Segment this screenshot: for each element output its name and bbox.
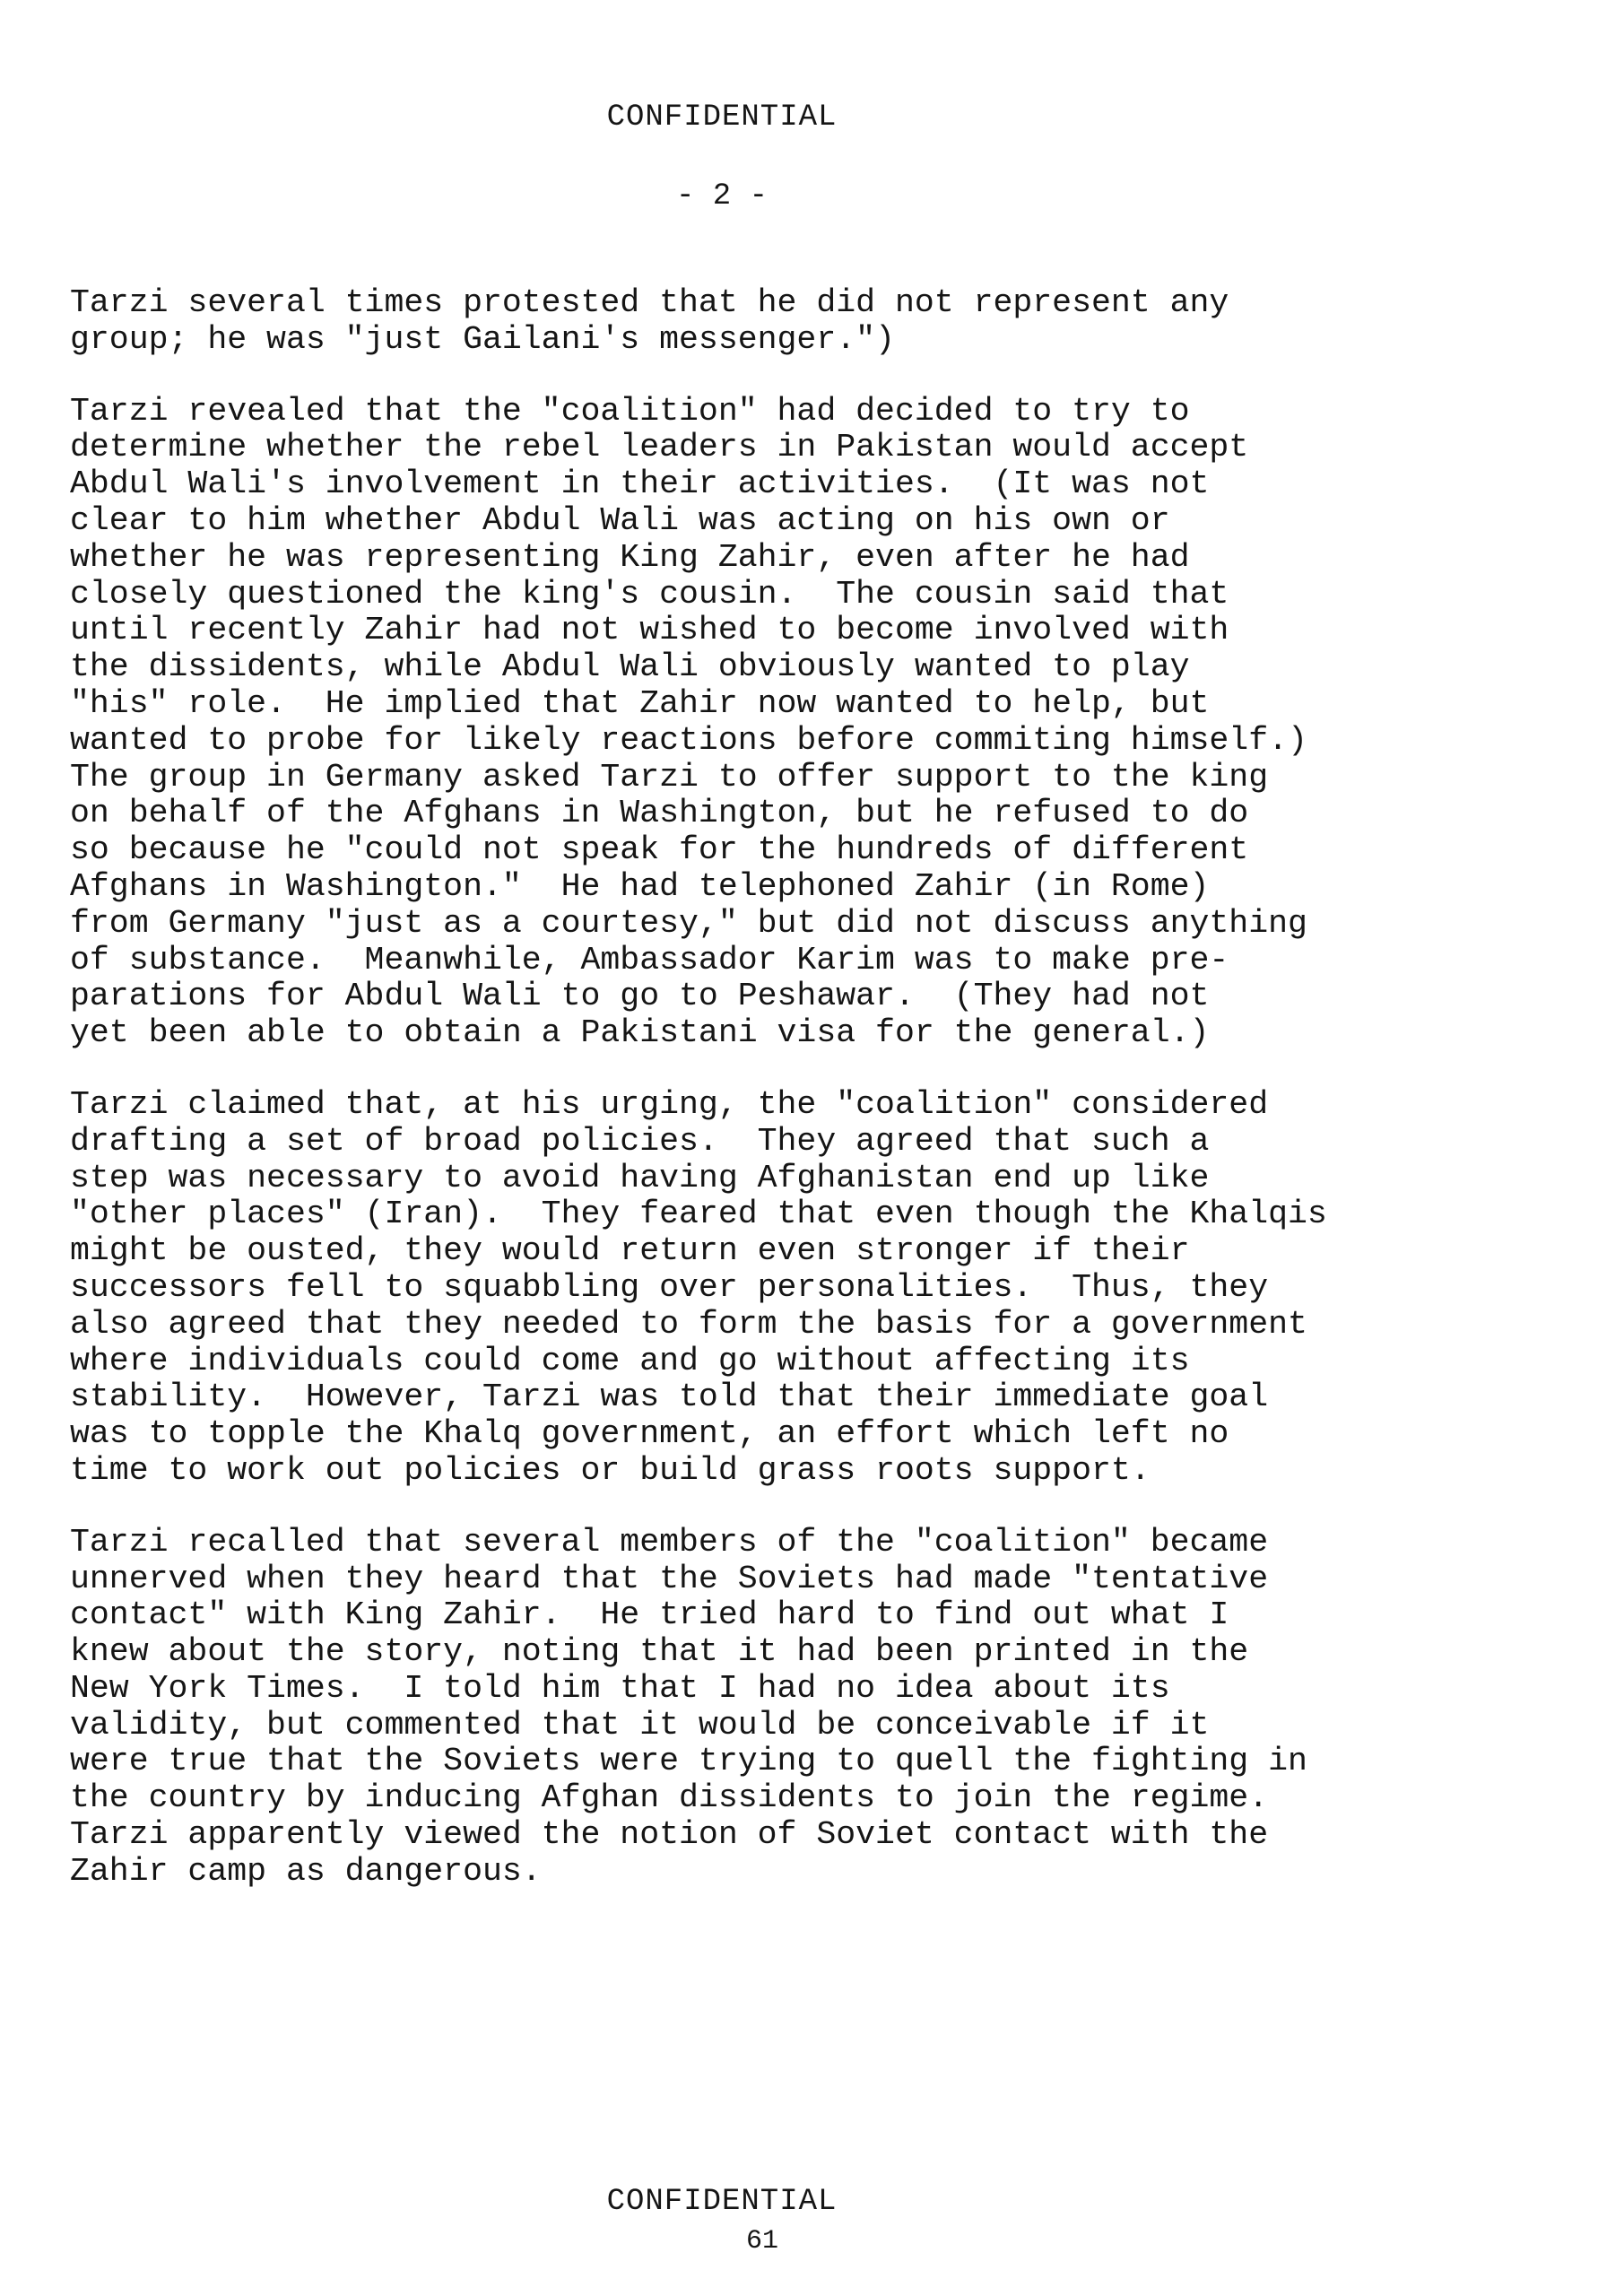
text-line: Abdul Wali's involvement in their activities. (It was not [70, 465, 1210, 503]
text-line: on behalf of the Afghans in Washington, but he refused to do [70, 795, 1249, 832]
text-line: was to topple the Khalq government, an effort which left no [70, 1415, 1229, 1453]
document-body [70, 285, 1541, 1926]
text-line: "other places" (Iran). They feared that even though the Khalqis [70, 1196, 1327, 1233]
text-line: New York Times. I told him that I had no idea about its [70, 1669, 1170, 1707]
text-line: validity, but commented that it would be conceivable if it [70, 1706, 1210, 1744]
text-line: Tarzi claimed that, at his urging, the "coalition" considered [70, 1085, 1269, 1123]
text-line: whether he was representing King Zahir, even after he had [70, 538, 1190, 576]
text-line: clear to him whether Abdul Wali was acting on his own or [70, 501, 1170, 539]
text-line: the dissidents, while Abdul Wali obviously wanted to play [70, 648, 1190, 686]
text-line: Afghans in Washington." He had telephoned Zahir (in Rome) [70, 867, 1210, 905]
text-line: parations for Abdul Wali to go to Peshawar. (They had not [70, 978, 1210, 1015]
paragraph-1 [70, 285, 1541, 359]
classification-footer: CONFIDENTIAL [606, 2185, 838, 2219]
text-line: where individuals could come and go without affecting its [70, 1342, 1190, 1379]
text-line: stability. However, Tarzi was told that their immediate goal [70, 1378, 1269, 1416]
classification-header: CONFIDENTIAL [606, 100, 838, 135]
text-line: time to work out policies or build grass roots support. [70, 1451, 1151, 1489]
text-line: from Germany "just as a courtesy," but did not discuss anything [70, 904, 1307, 942]
text-line: Zahir camp as dangerous. [70, 1852, 542, 1890]
text-line: until recently Zahir had not wished to become involved with [70, 612, 1229, 649]
text-line: "his" role. He implied that Zahir now wanted to help, but [70, 684, 1210, 722]
paragraph-2 [70, 394, 1541, 1052]
text-line: so because he "could not speak for the hundreds of different [70, 831, 1249, 869]
text-line: Tarzi recalled that several members of the "coalition" became [70, 1523, 1269, 1561]
text-line: determine whether the rebel leaders in Pakistan would accept [70, 429, 1249, 466]
text-line: the country by inducing Afghan dissidents to join the regime. [70, 1779, 1269, 1817]
text-line: were true that the Soviets were trying to quell the fighting in [70, 1743, 1307, 1780]
text-line: Tarzi several times protested that he did not represent any [70, 284, 1229, 321]
text-line: knew about the story, noting that it had been printed in the [70, 1633, 1249, 1671]
paragraph-3 [70, 1087, 1541, 1490]
text-line: yet been able to obtain a Pakistani visa for the general.) [70, 1014, 1210, 1052]
text-line: successors fell to squabbling over personalities. Thus, they [70, 1268, 1269, 1306]
paragraph-4 [70, 1525, 1541, 1891]
text-line: contact" with King Zahir. He tried hard to find out what I [70, 1596, 1229, 1634]
text-line: unnerved when they heard that the Soviets had made "tentative [70, 1560, 1269, 1597]
text-line: wanted to probe for likely reactions before commiting himself.) [70, 721, 1307, 759]
page-number: - 2 - [675, 179, 769, 213]
text-line: might be ousted, they would return even stronger if their [70, 1232, 1190, 1270]
text-line: step was necessary to avoid having Afghanistan end up like [70, 1159, 1210, 1196]
text-line: also agreed that they needed to form the basis for a government [70, 1305, 1307, 1343]
text-line: group; he was "just Gailani's messenger.") [70, 320, 895, 358]
text-line: of substance. Meanwhile, Ambassador Karim was to make pre- [70, 941, 1229, 978]
text-line: drafting a set of broad policies. They agreed that such a [70, 1122, 1210, 1160]
text-line: Tarzi revealed that the "coalition" had decided to try to [70, 392, 1190, 430]
text-line: closely questioned the king's cousin. The cousin said that [70, 575, 1229, 613]
text-line: The group in Germany asked Tarzi to offer support to the king [70, 758, 1269, 796]
footer-page-number: 61 [745, 2226, 778, 2257]
text-line: Tarzi apparently viewed the notion of Soviet contact with the [70, 1816, 1269, 1854]
